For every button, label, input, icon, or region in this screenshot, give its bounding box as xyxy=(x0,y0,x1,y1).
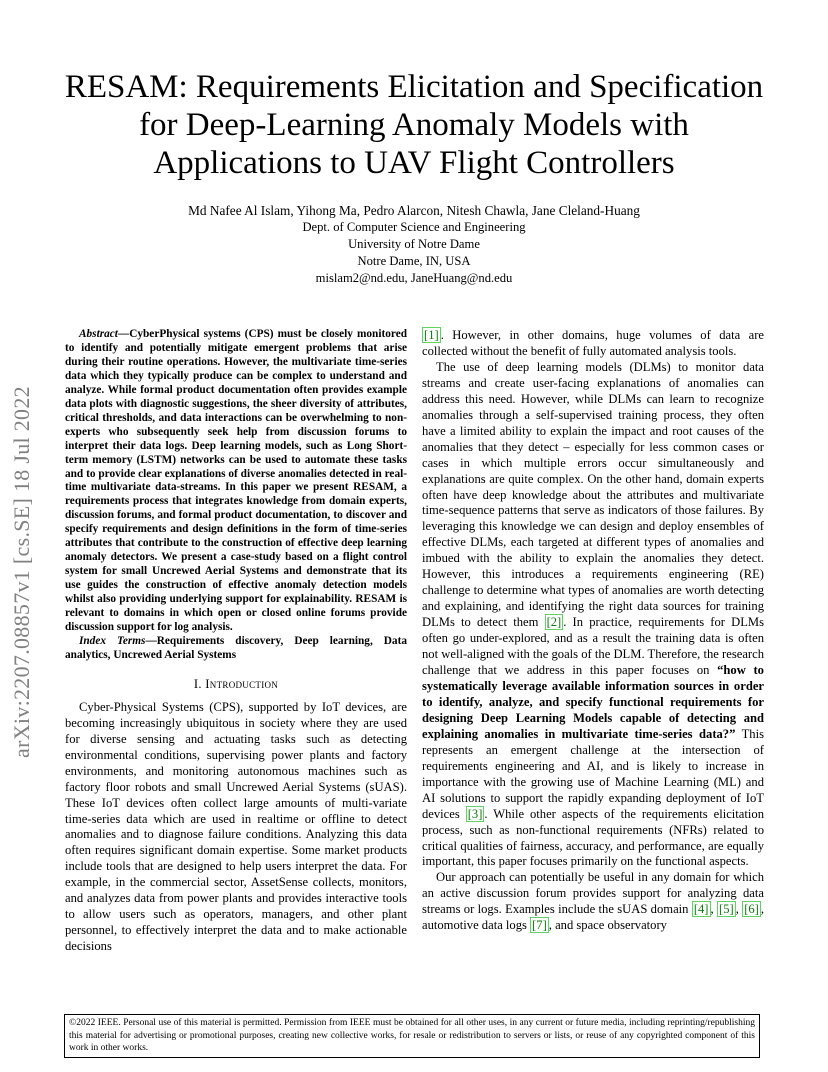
abstract xyxy=(65,328,407,635)
right-p3b-text: , automotive data logs xyxy=(422,902,765,933)
arxiv-stamp: arXiv:2207.08857v1 [cs.SE] 18 Jul 2022 xyxy=(9,386,34,758)
right-paragraph-1 xyxy=(422,328,764,360)
right-p2d-text: . While other aspects of the requirements elicitation process, such as non-functional requirements (NFRs) related to critical qualities of fairness, accuracy, and performance, are equally important, this paper focuses primarily on the functional aspects. xyxy=(422,806,764,869)
intro-paragraph-1: Cyber-Physical Systems (CPS), supported by IoT devices, are becoming increasingly ubiquitous in society where they are used for diverse sensing and actuating tasks such as detecting environmental conditions, supervising power plants and factory environments, and monitoring autonomous machines such as factory floor robots and small Uncrewed Aerial Systems (sUAS). These IoT devices often collect large amounts of multi-variate time-series data which are used in realtime or offline to detect anomalies and to diagnose failure conditions. Analyzing this data often requires significant domain expertise. Some market products include tools that are designed to help users interpret the data. For example, in the commercial sector, AssetSense collects, monitors, and analyzes data from power plants and provides interactive tools to allow users such as operators, managers, and other plant personnel, to effectively interpret the data and to make actionable decisions xyxy=(65,699,407,954)
abstract-label: Abstract xyxy=(79,328,118,340)
citation-link-5[interactable]: [5] xyxy=(719,902,734,917)
citation-separator-2: , xyxy=(735,902,743,917)
paper-title xyxy=(40,68,788,182)
affiliation-university: University of Notre Dame xyxy=(348,237,480,251)
right-p2a-text: The use of deep learning models (DLMs) to monitor data streams and create user-facing explanations of anomalies can address this need. However, while DLMs can learn to recognize anomalies through a self-supervised training process, they often have a limited ability to explain the impact and root causes of the anomalies that they detect – especially for less common cases or cases in which multiple errors occur simultaneously and explanations are quite complex. On the other hand, domain experts often have deep knowledge about the attributes and multivariate time-sequence patterns that serve as indicators of those failures. By leveraging this knowledge we can design and deploy ensembles of effective DLMs, each targeted at different types of anomalies and imbued with the ability to explain the anomalies they detect. However, this introduces a requirements engineering (RE) challenge to determine what types of anomalies are worth detecting and explaining, and identifying the right data sources for training DLMs to detect them xyxy=(422,359,764,630)
title-line-3: Applications to UAV Flight Controllers xyxy=(153,145,675,181)
copyright-notice: ©2022 IEEE. Personal use of this material is permitted. Permission from IEEE must be obtained for all other uses, in any current or future media, including reprinting/republishing this material for advertising or promotional purposes, creating new collective works, for resale or redistribution to servers or lists, or reuse of any copyrighted component of this work in other works. xyxy=(64,1014,760,1058)
right-p3a-text: Our approach can potentially be useful in any domain for which an active discussion forum provides support for analyzing data streams or logs. Examples include the sUAS domain xyxy=(422,870,764,917)
right-paragraph-2 xyxy=(422,360,764,871)
index-terms xyxy=(65,635,407,663)
citation-link-4[interactable]: [4] xyxy=(693,902,709,917)
citation-link-7[interactable]: [7] xyxy=(532,918,547,933)
title-line-2: for Deep-Learning Anomaly Models with xyxy=(139,107,689,143)
right-p1-text: . However, in other domains, huge volumes of data are collected without the benefit of fully automated analysis tools. xyxy=(422,328,764,358)
citation-link-6[interactable]: [6] xyxy=(744,902,759,917)
citation-separator-1: , xyxy=(710,902,717,917)
section-title: Introduction xyxy=(205,676,279,691)
affiliation xyxy=(40,219,788,287)
right-paragraph-3 xyxy=(422,870,764,934)
index-terms-text: —Requirements discovery, Deep learning, Data analytics, Uncrewed Aerial Systems xyxy=(65,634,407,661)
research-question: “how to systematically leverage available information sources in order to identify, analyze, and specify functional requirements for designing Deep Learning Models capable of detecting and explaining anomalies in multivariate time-series data?” xyxy=(422,663,764,741)
index-terms-label: Index Terms xyxy=(79,634,146,647)
affiliation-emails: mislam2@nd.edu, JaneHuang@nd.edu xyxy=(315,271,513,285)
right-column xyxy=(422,328,764,934)
left-column xyxy=(65,328,407,955)
right-p2c-text: This represents an emergent challenge at the intersection of requirements engineering and AI, and is likely to increase in importance with the growing use of Machine Learning (ML) and AI solutions to support the rapidly expanding deployment of IoT devices xyxy=(422,726,765,821)
right-p2b-text: . In practice, requirements for DLMs often go under-explored, and as a result the training data is often not well-aligned with the goals of the DLM. Therefore, the research challenge that we address in this paper focuses on xyxy=(422,615,764,678)
abstract-text: —CyberPhysical systems (CPS) must be closely monitored to identify and potentially mitigate emergent problems that arise during their routine operations. However, the multivariate time-series data which they typically produce can be complex to understand and analyze. While formal product documentation often provides example data plots with diagnostic suggestions, the sheer diversity of attributes, critical thresholds, and data interactions can be overwhelming to non-experts who subsequently seek help from discussion forums to interpret their data logs. Deep learning models, such as Long Short-term memory (LSTM) networks can be used to automate these tasks and to provide clear explanations of diverse anomalies detected in real-time multivariate data-streams. In this paper we present RESAM, a requirements process that integrates knowledge from domain experts, discussion forums, and formal product documentation, to discover and specify requirements and design definitions in the form of time-series attributes that contribute to the construction of effective deep learning anomaly detectors. We present a case-study based on a flight control system for small Uncrewed Aerial Systems and demonstrate that its use guides the construction of effective anomaly detection models whilst also providing underlying support for explainability. RESAM is relevant to domains in which open or closed online forums provide discussion support for log analysis. xyxy=(65,328,407,634)
citation-link-2[interactable]: [2] xyxy=(546,615,562,630)
right-p3c-text: , and space observatory xyxy=(548,918,667,933)
author-list: Md Nafee Al Islam, Yihong Ma, Pedro Alarcon, Nitesh Chawla, Jane Cleland-Huang xyxy=(188,203,640,218)
citation-link-3[interactable]: [3] xyxy=(467,806,483,821)
title-line-1: RESAM: Requirements Elicitation and Specification xyxy=(64,69,764,105)
affiliation-dept: Dept. of Computer Science and Engineering xyxy=(302,220,526,234)
section-heading-introduction xyxy=(65,677,407,693)
section-number: I. xyxy=(193,676,202,691)
citation-link-1[interactable]: [1] xyxy=(424,328,439,342)
affiliation-location: Notre Dame, IN, USA xyxy=(357,254,471,268)
